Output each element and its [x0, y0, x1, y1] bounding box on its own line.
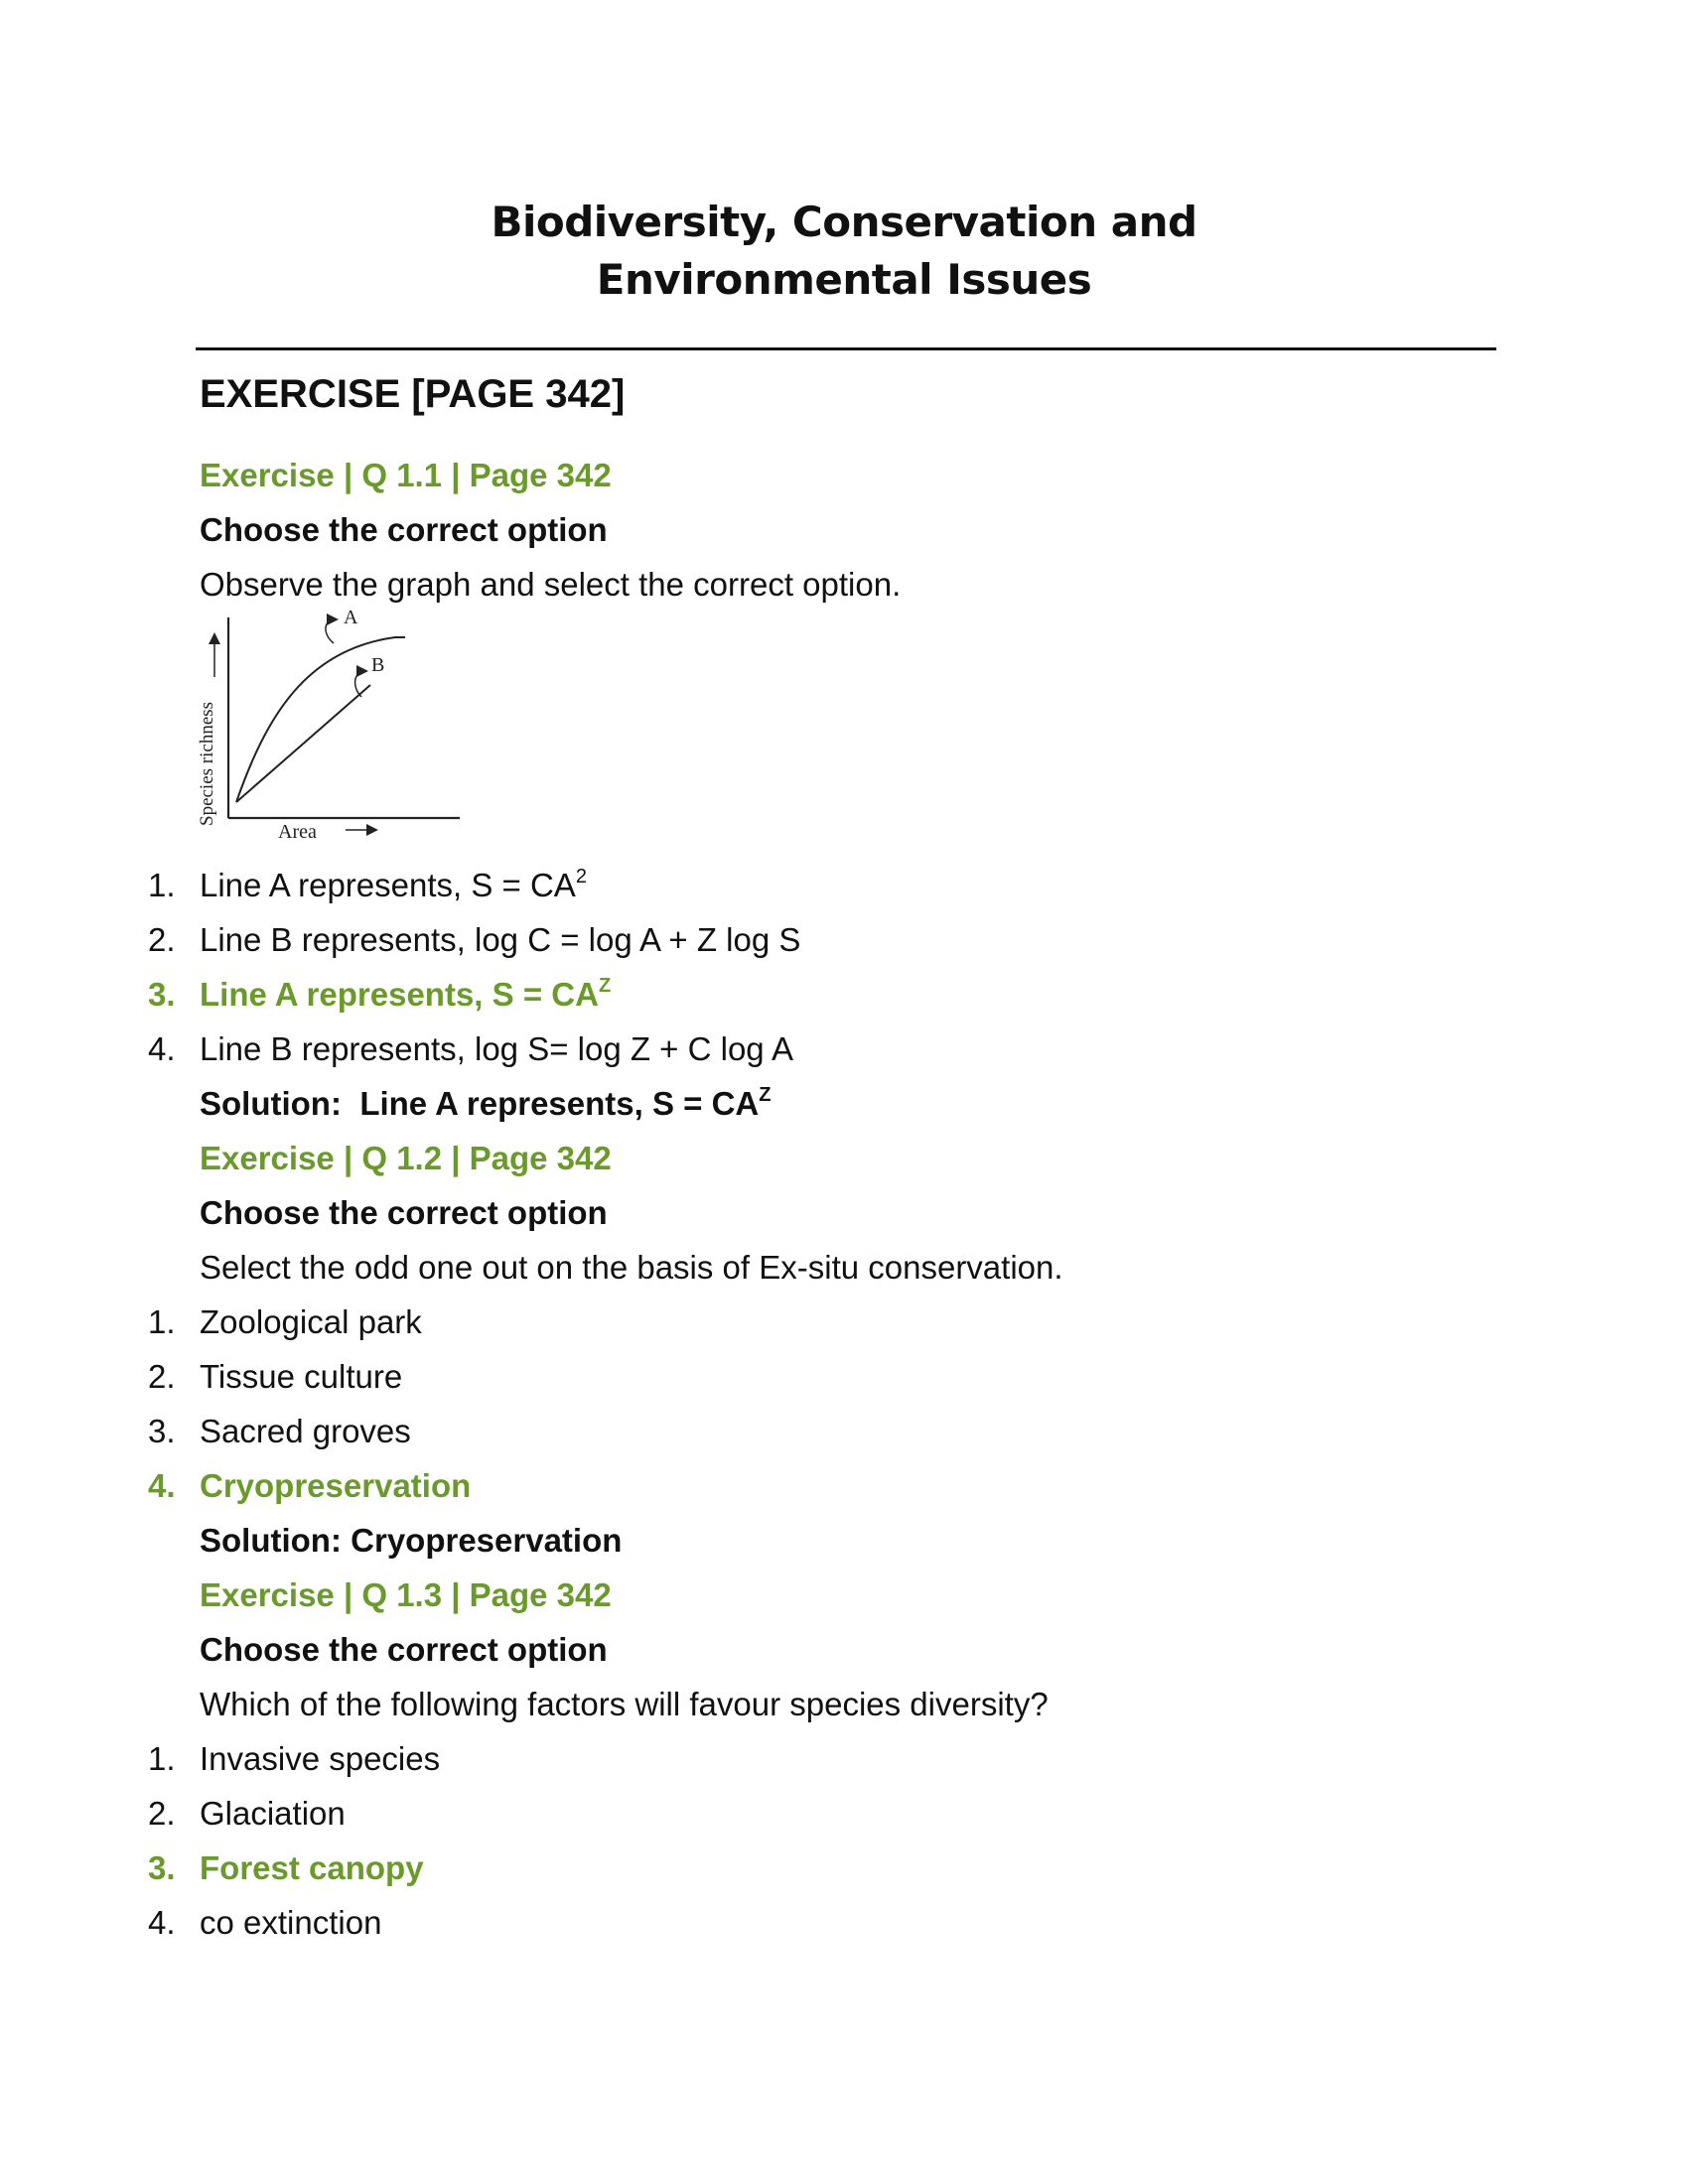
question-ref: Exercise | Q 1.3 | Page 342: [200, 1576, 612, 1613]
question-instruction: Choose the correct option: [200, 511, 608, 548]
option: 1. Invasive species: [148, 1740, 441, 1777]
x-axis-label: Area: [278, 821, 317, 843]
option: 1. Line A represents, $S = CA^2$: [148, 866, 587, 903]
solution: Solution: Cryopreservation: [200, 1522, 623, 1559]
option: 1. Zoological park: [148, 1303, 422, 1340]
label-b: B: [371, 654, 385, 676]
option-correct: 4. Cryopreservation: [148, 1467, 472, 1504]
question-prompt: Observe the graph and select the correct option.: [200, 566, 902, 603]
question-instruction: Choose the correct option: [200, 1631, 608, 1668]
option: 4. co extinction: [148, 1904, 382, 1941]
line-b: [236, 685, 370, 802]
option: 2. Line B represents, log C = log A + Z log S: [148, 921, 801, 958]
section-heading: EXERCISE [PAGE 342]: [200, 372, 626, 416]
question-instruction: Choose the correct option: [200, 1194, 608, 1231]
question-ref: Exercise | Q 1.1 | Page 342: [200, 457, 612, 493]
title-line-1: Biodiversity, Conservation and: [491, 198, 1197, 246]
option: 2. Tissue culture: [148, 1358, 403, 1395]
option: 2. Glaciation: [148, 1795, 346, 1832]
species-area-graph: [197, 608, 475, 846]
y-axis-label: Species richness: [197, 701, 217, 826]
option-correct: 3. Forest canopy: [148, 1849, 424, 1886]
question-prompt: Which of the following factors will favour species diversity?: [200, 1686, 1049, 1722]
option: 4. Line B represents, log S= log Z + C log A: [148, 1030, 794, 1067]
title-line-2: Environmental Issues: [596, 255, 1092, 304]
option: 3. Sacred groves: [148, 1413, 411, 1449]
option-correct: 3. Line A represents, $S = CA^Z$: [148, 975, 612, 1013]
solution: Solution: Line A represents, $S = CA^Z$: [200, 1084, 772, 1122]
label-a: A: [344, 608, 358, 628]
question-ref: Exercise | Q 1.2 | Page 342: [200, 1140, 612, 1176]
question-prompt: Select the odd one out on the basis of Ex-situ conservation.: [200, 1249, 1063, 1286]
pointer-a: [326, 619, 336, 643]
